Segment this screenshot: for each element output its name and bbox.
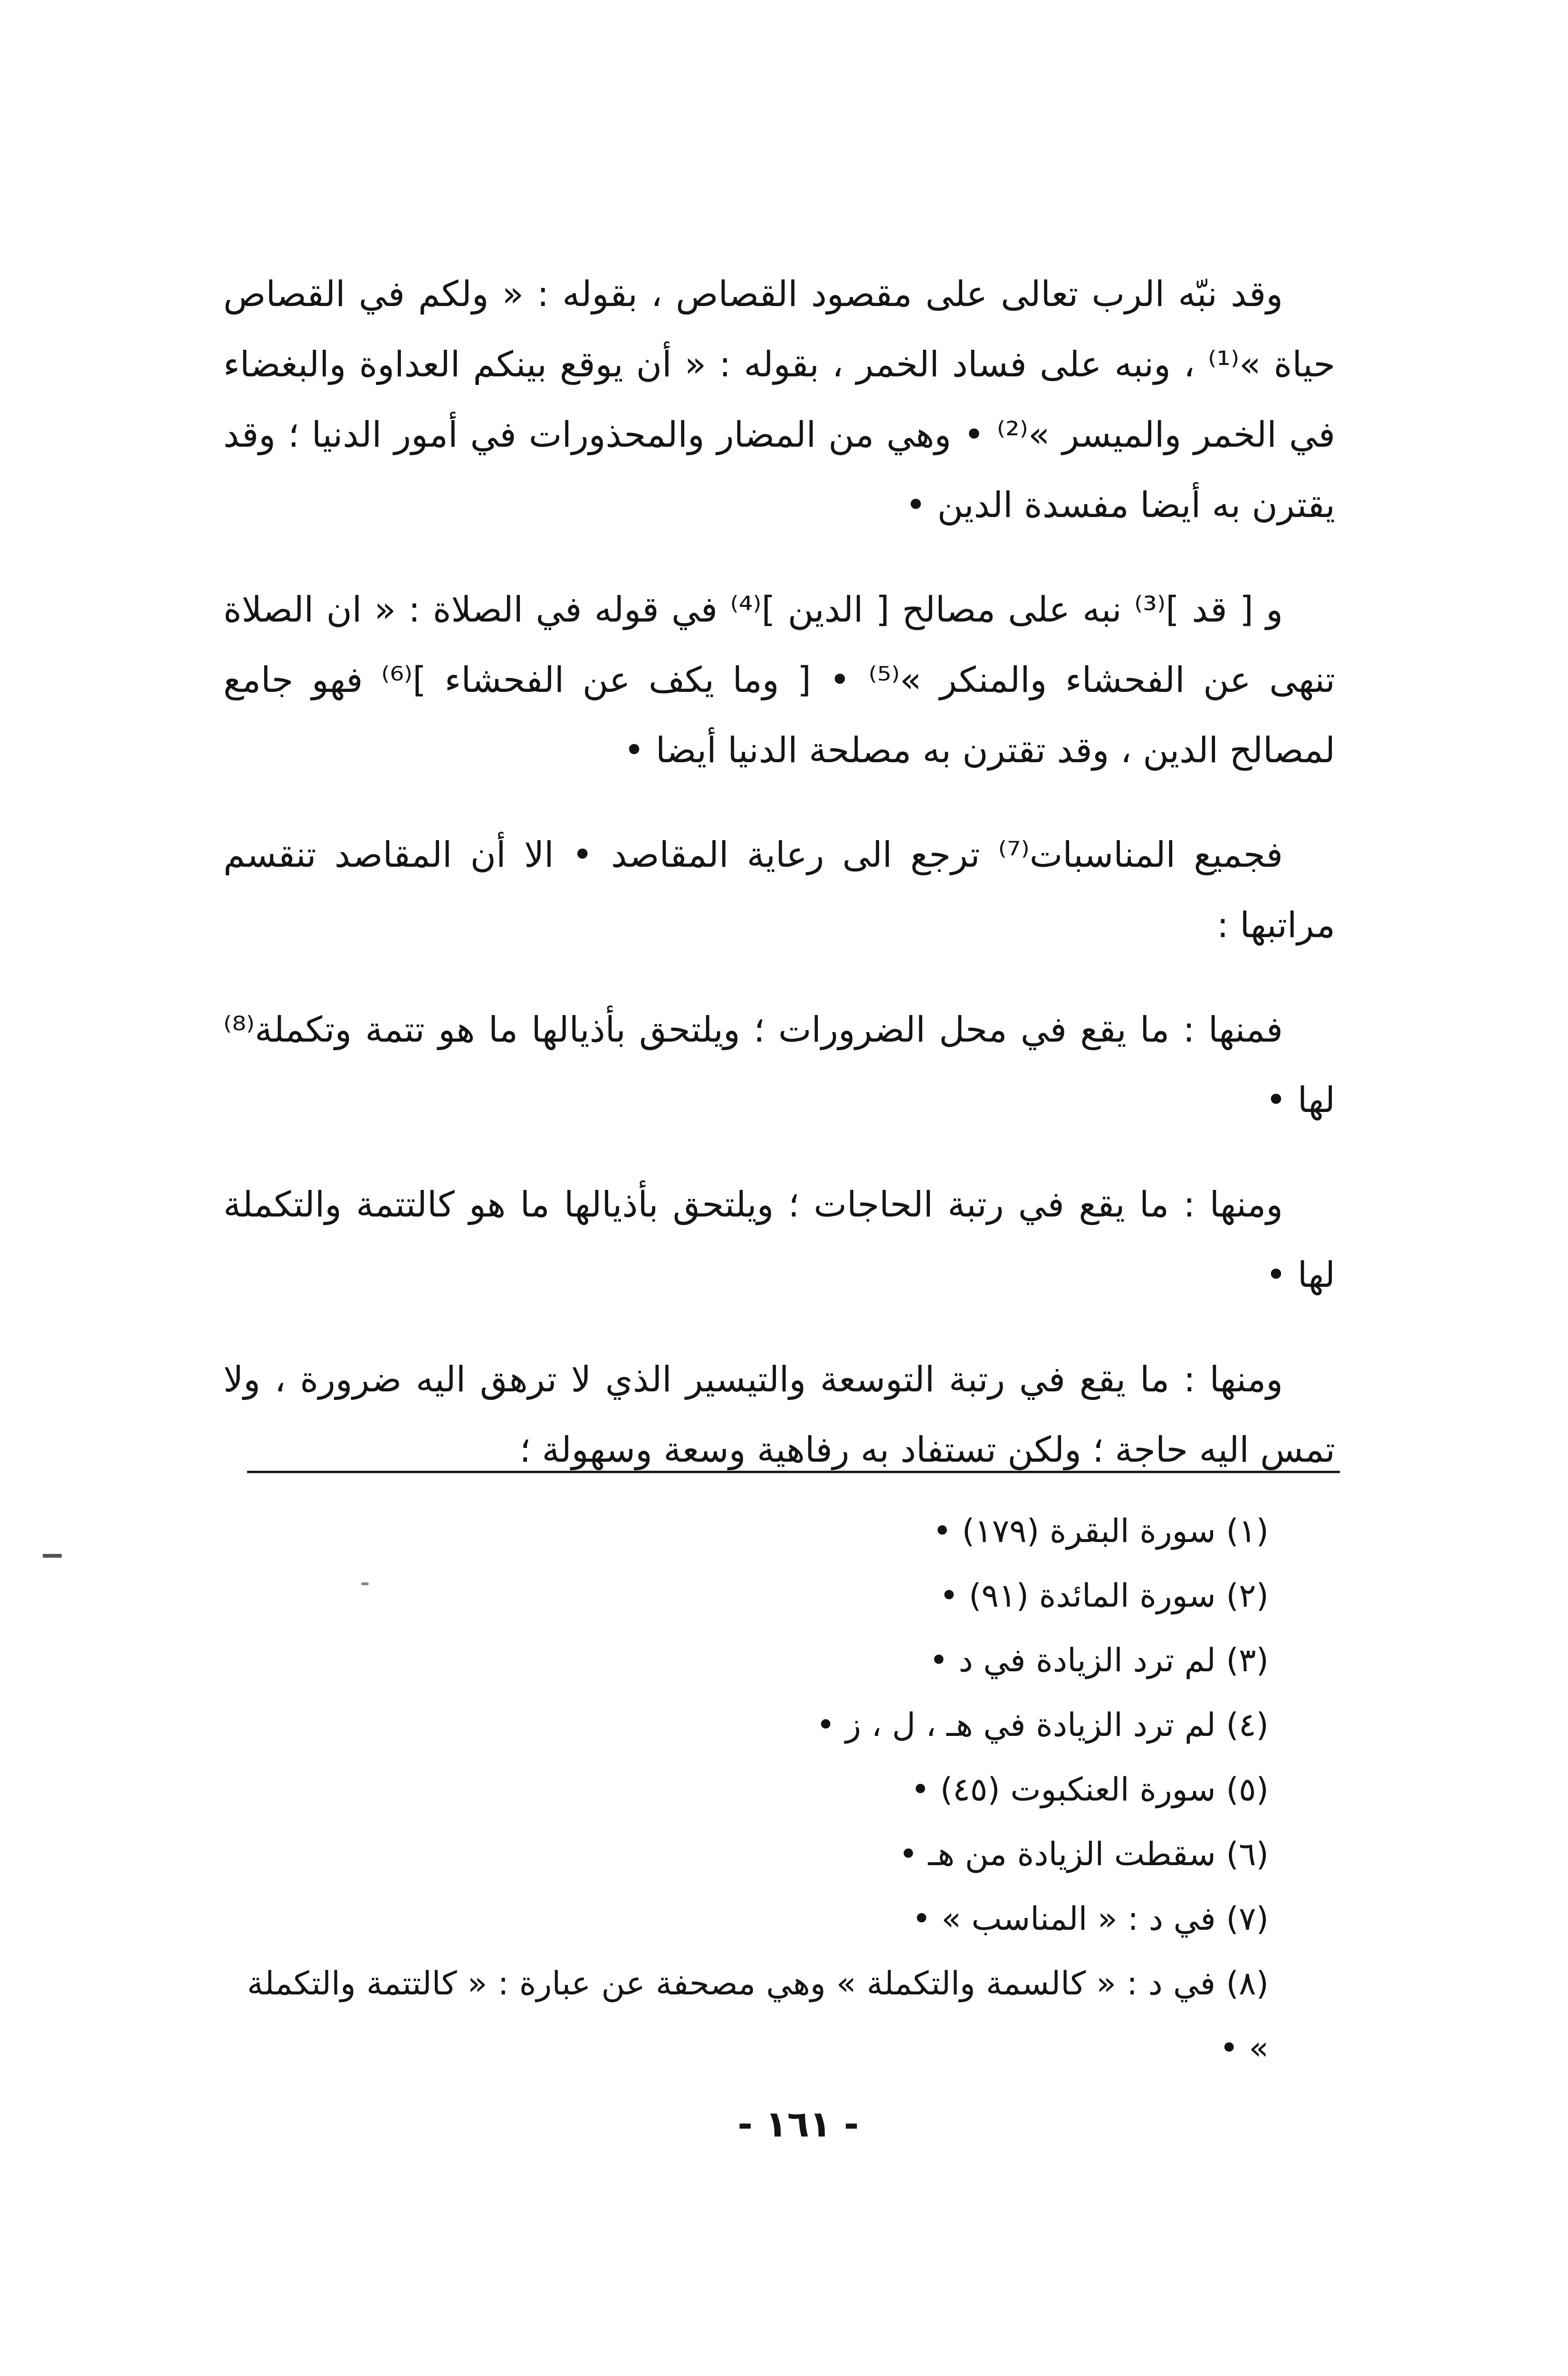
footnotes — [247, 1499, 1340, 2081]
scan-mark — [43, 1554, 62, 1558]
footnote-3: (٣) لم ترد الزيادة في د • — [929, 1642, 1269, 1679]
footnote-2: (٢) سورة المائدة (٩١) • — [939, 1577, 1269, 1615]
paragraph-2: و [ قد ]⁽³⁾ نبه على مصالح [ الدين ]⁽⁴⁾ في قوله في الصلاة : « ان الصلاة تنهى عن الفحشاء والمنكر »⁽⁵⁾ • [ وما يكف عن الفحشاء ]⁽⁶⁾ فهو جامع لمصالح الدين ، وقد تقترن به مصلحة الدنيا أيضا • — [223, 589, 1335, 771]
page-number: - ١٦١ - — [737, 2103, 859, 2145]
footnote-4: (٤) لم ترد الزيادة في هـ ، ل ، ز • — [816, 1706, 1269, 1744]
footnote-6: (٦) سقطت الزيادة من هـ • — [899, 1836, 1269, 1873]
footnote-divider — [247, 1471, 1340, 1473]
scan-speck — [361, 1582, 369, 1585]
paragraph-4: فمنها : ما يقع في محل الضرورات ؛ ويلتحق بأذيالها ما هو تتمة وتكملة⁽⁸⁾ لها • — [223, 1009, 1335, 1121]
main-text — [223, 259, 1335, 1519]
paragraph-3: فجميع المناسبات⁽⁷⁾ ترجع الى رعاية المقاصد • الا أن المقاصد تنقسم مراتبها : — [223, 834, 1335, 946]
footnote-1: (١) سورة البقرة (١٧٩) • — [932, 1513, 1269, 1550]
footnote-8: (٨) في د : « كالسمة والتكملة » وهي مصحفة عن عبارة : « كالتتمة والتكملة » • — [247, 1965, 1269, 2067]
paragraph-1: وقد نبّه الرب تعالى على مقصود القصاص ، بقوله : « ولكم في القصاص حياة »⁽¹⁾ ، ونبه على فساد الخمر ، بقوله : « أن يوقع بينكم العداوة والبغضاء في الخمر والميسر »⁽²⁾ • وهي من المضار والمحذورات في أمور الدنيا ؛ وقد يقترن به أيضا مفسدة الدين • — [223, 274, 1335, 526]
footnote-5: (٥) سورة العنكبوت (٤٥) • — [910, 1771, 1269, 1809]
paragraph-5: ومنها : ما يقع في رتبة الحاجات ؛ ويلتحق بأذيالها ما هو كالتتمة والتكملة لها • — [223, 1184, 1335, 1295]
paragraph-6: ومنها : ما يقع في رتبة التوسعة والتيسير الذي لا ترهق اليه ضرورة ، ولا تمس اليه حاجة ؛ ولكن تستفاد به رفاهية وسعة وسهولة ؛ — [223, 1359, 1335, 1470]
footnote-7: (٧) في د : « المناسب » • — [912, 1900, 1269, 1938]
